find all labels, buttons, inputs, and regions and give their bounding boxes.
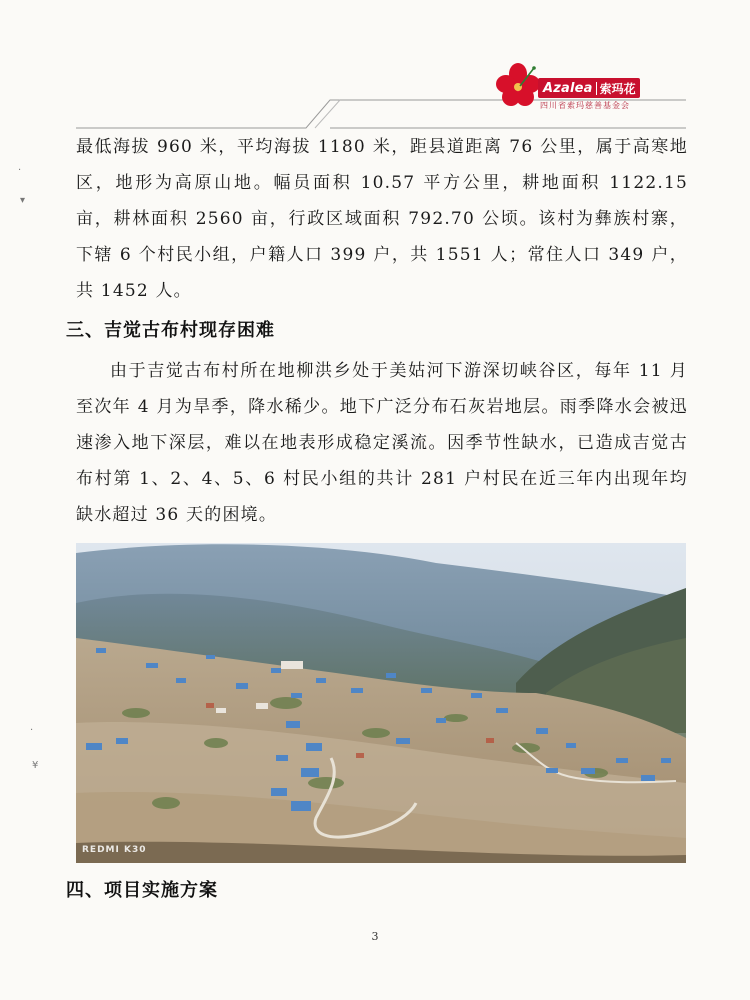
brand-english-name: Azalea: [543, 80, 593, 96]
brand-subtitle: 四川省索玛慈善基金会: [540, 101, 630, 110]
camera-watermark: REDMI K30: [82, 845, 147, 855]
scan-artifact: ¥: [32, 760, 39, 771]
village-profile-paragraph: 最低海拔 960 米，平均海拔 1180 米，距县道距离 76 公里，属于高寒地区，地形为高原山地。幅员面积 10.57 平方公里，耕地面积 1122.15 亩，耕林面积 2560 亩，行政区域面积 792.70 公顷。该村为彝族村寨，下辖 6 个村民小组，户籍人口 399 户，共 1551 人；常住人口 349 户，共 1452 人。: [76, 137, 688, 301]
scan-artifact: ·: [18, 165, 22, 176]
section-heading-implementation-plan: 四、项目实施方案: [66, 880, 218, 901]
azalea-flower-icon: [494, 62, 542, 110]
foundation-logo: [494, 60, 664, 112]
village-landscape-photo: [76, 543, 686, 863]
scan-artifact: ·: [30, 725, 34, 736]
section-heading-difficulties: 三、吉觉古布村现存困难: [66, 320, 275, 341]
difficulties-paragraph: 由于吉觉古布村所在地柳洪乡处于美姑河下游深切峡谷区，每年 11 月至次年 4 月为旱季，降水稀少。地下广泛分布石灰岩地层。雨季降水会被迅速渗入地下深层，难以在地表形成稳定溪流。因季节性缺水，已造成吉觉古布村第 1、2、4、5、6 村民小组的共计 281 户村民在近三年内出现年均缺水超过 36 天的困境。: [76, 361, 688, 525]
brand-chinese-name: 索玛花: [599, 81, 636, 96]
brand-separator: [596, 82, 597, 95]
brand-name-bar: [538, 78, 640, 98]
page-number: 3: [371, 930, 379, 943]
page-header: [0, 0, 750, 135]
scan-artifact: ▾: [20, 195, 26, 206]
village-photo-illustration: [76, 543, 686, 863]
